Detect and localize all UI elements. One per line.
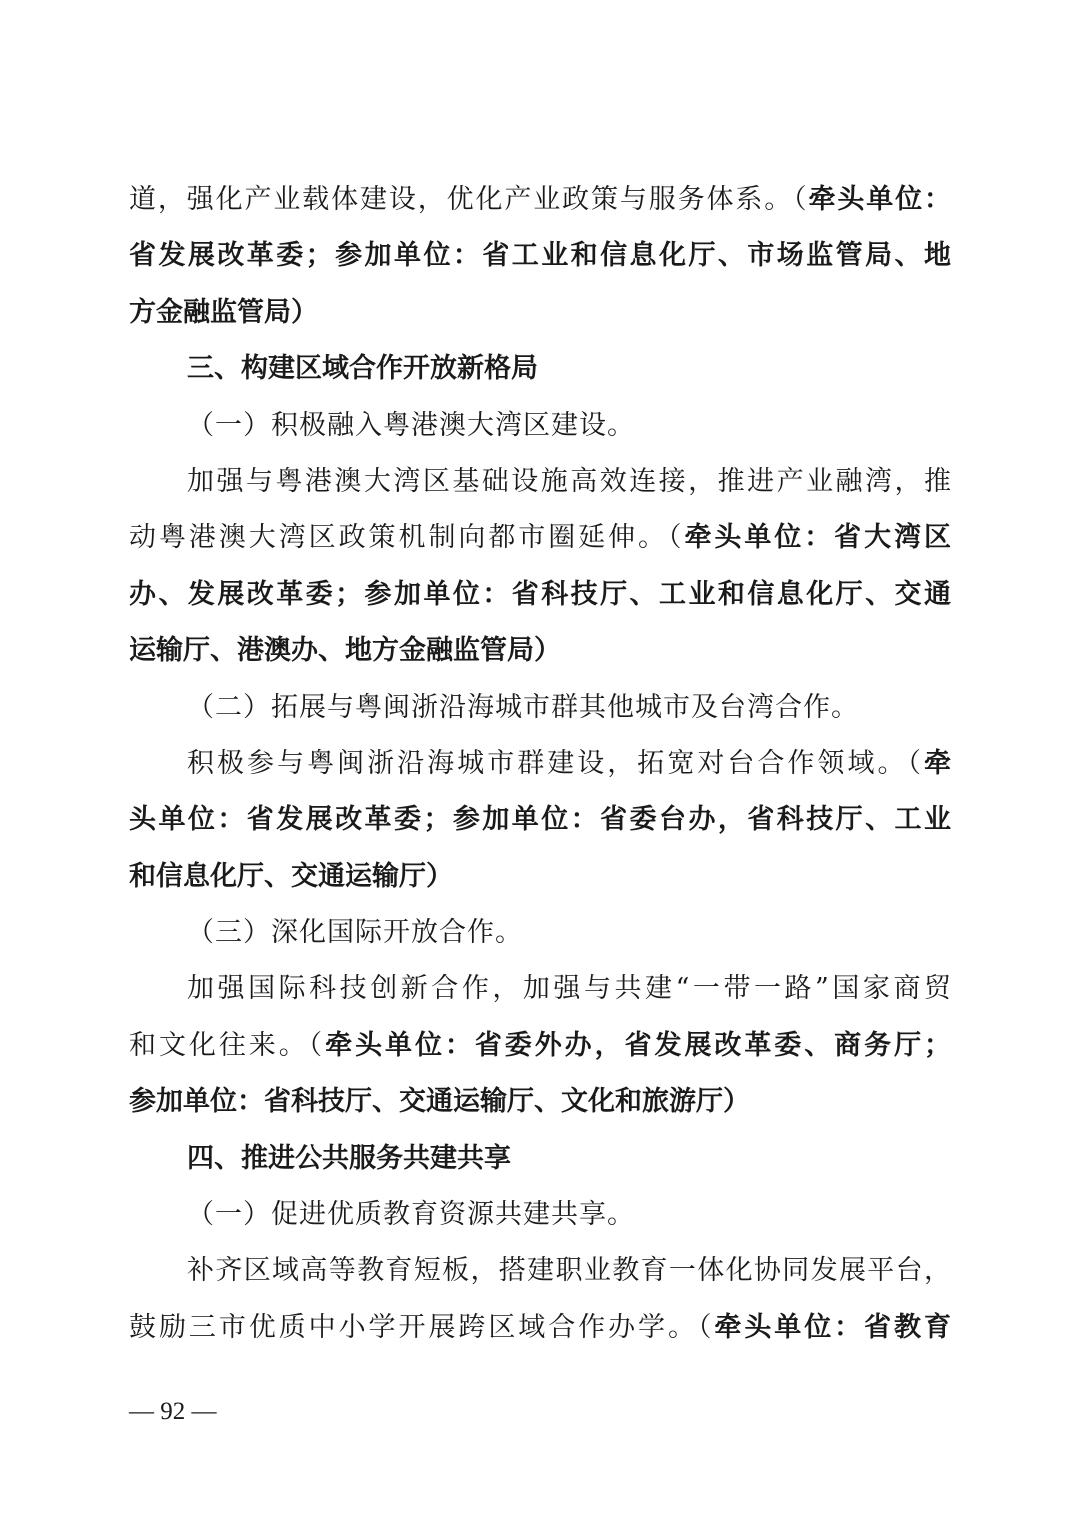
text-line: 头单位：省发展改革委；参加单位：省委台办，省科技厅、工业 bbox=[129, 804, 951, 836]
text-line: 办、发展改革委；参加单位：省科技厅、工业和信息化厅、交通 bbox=[129, 578, 951, 610]
subsection-heading: （一）促进优质教育资源共建共享。 bbox=[187, 1199, 635, 1231]
text-line: 补齐区域高等教育短板，搭建职业教育一体化协同发展平台， bbox=[187, 1255, 951, 1287]
section-heading-3: 三、构建区域合作开放新格局 bbox=[187, 353, 538, 385]
subsection-heading: （二）拓展与粤闽浙沿海城市群其他城市及台湾合作。 bbox=[187, 691, 859, 723]
text-line: 参加单位：省科技厅、交通运输厅、文化和旅游厅） bbox=[129, 1086, 750, 1118]
page-number: — 92 — bbox=[129, 1398, 217, 1425]
subsection-heading: （一）积极融入粤港澳大湾区建设。 bbox=[187, 409, 635, 441]
text-line: 加强国际科技创新合作，加强与共建“一带一路”国家商贸 bbox=[187, 973, 951, 1005]
text-line: 积极参与粤闽浙沿海城市群建设，拓宽对台合作领域。（牵 bbox=[187, 747, 951, 779]
text-line: 和文化往来。（牵头单位：省委外办，省发展改革委、商务厅； bbox=[129, 1029, 952, 1061]
text-line: 鼓励三市优质中小学开展跨区域合作办学。（牵头单位：省教育 bbox=[129, 1311, 952, 1343]
text-line: 加强与粤港澳大湾区基础设施高效连接，推进产业融湾，推 bbox=[187, 465, 951, 497]
text-line: 动粤港澳大湾区政策机制向都市圈延伸。（牵头单位：省大湾区 bbox=[129, 522, 952, 554]
text-line: 省发展改革委；参加单位：省工业和信息化厅、市场监管局、地 bbox=[129, 240, 951, 272]
text-line: 运输厅、港澳办、地方金融监管局） bbox=[129, 635, 561, 667]
text-line: 方金融监管局） bbox=[129, 296, 318, 328]
section-heading-4: 四、推进公共服务共建共享 bbox=[187, 1142, 511, 1174]
subsection-heading: （三）深化国际开放合作。 bbox=[187, 917, 523, 949]
document-body bbox=[129, 172, 951, 1356]
text-line: 道，强化产业载体建设，优化产业政策与服务体系。（牵头单位： bbox=[129, 184, 951, 215]
text-line: 和信息化厅、交通运输厅） bbox=[129, 860, 453, 892]
